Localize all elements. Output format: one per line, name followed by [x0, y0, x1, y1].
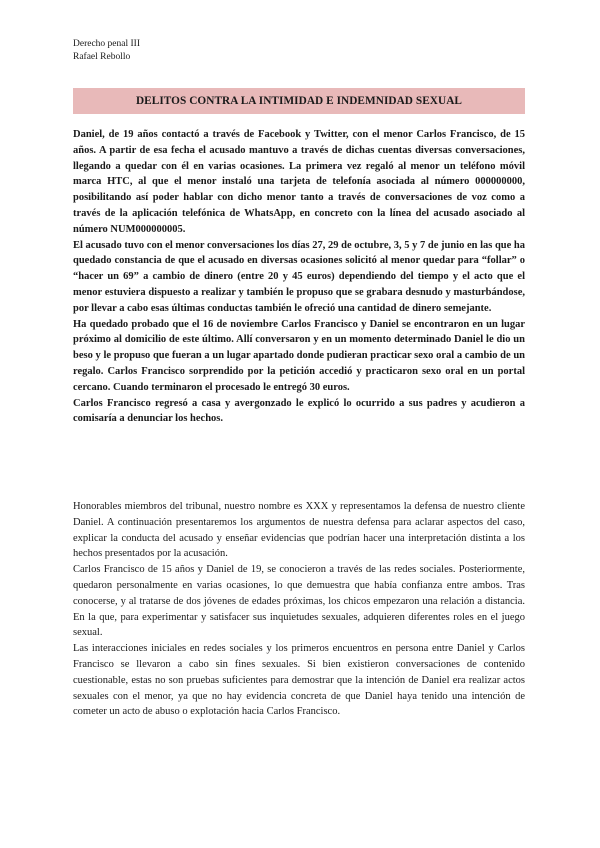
- section-title-banner: [73, 88, 525, 114]
- case-paragraph: Carlos Francisco regresó a casa y avergonzado le explicó lo ocurrido a sus padres y acudieron a comisaría a denunciar los hechos.: [73, 397, 525, 425]
- document-header: [73, 38, 140, 64]
- defense-argument: [73, 499, 525, 720]
- course-name: Derecho penal III: [73, 39, 140, 49]
- section-title: DELITOS CONTRA LA INTIMIDAD E INDEMNIDAD SEXUAL: [135, 95, 463, 107]
- defense-paragraph: Las interacciones iniciales en redes sociales y los primeros encuentros en persona entre Daniel y Carlos Francisco se llevaron a cabo sin fines sexuales. Si bien existieron conversaciones de contenido cuestionable, estas no son pruebas suficientes para demostrar que la intención de Daniel era realizar actos sexuales con el menor, ya que no hay evidencia concreta de que Daniel haya tenido una intención de cometer un acto de abuso o explotación hacia Carlos Francisco.: [73, 643, 525, 718]
- author-name: Rafael Rebollo: [73, 52, 131, 62]
- case-paragraph: Ha quedado probado que el 16 de noviembre Carlos Francisco y Daniel se encontraron en un lugar próximo al domicilio de este último. Allí conversaron y en un momento determinado Daniel le dio un beso y le propuso que fueran a un lugar apartado donde pudieran practicar sexo oral a cambio de un regalo. Carlos Francisco sorprendido por la petición accedió y practicaron sexo oral en un portal cercano. Cuando terminaron el procesado le entregó 30 euros.: [73, 318, 525, 393]
- defense-paragraph: Honorables miembros del tribunal, nuestro nombre es XXX y representamos la defensa de nuestro cliente Daniel. A continuación presentaremos los argumentos de nuestra defensa para aclarar aspectos del caso, explicar la conducta del acusado y enseñar evidencias que podrían hacer una interpretación distinta a los hechos presentados por la acusación.: [73, 501, 525, 560]
- case-paragraph: Daniel, de 19 años contactó a través de Facebook y Twitter, con el menor Carlos Francisco, de 15 años. A partir de esa fecha el acusado mantuvo a través de dichas cuentas diversas conversaciones, llegando a quedar con él en varias ocasiones. La primera vez regaló al menor un teléfono móvil marca HTC, al que el menor instaló una tarjeta de telefonía asociada al número 000000000, posibilitando así poder hablar con dicho menor tanto a través de conversaciones de voz como a través de la aplicación telefónica de WhatsApp, en concreto con la línea del acusado asociado al número NUM000000005.: [73, 129, 525, 235]
- case-paragraph: El acusado tuvo con el menor conversaciones los días 27, 29 de octubre, 3, 5 y 7 de junio en las que ha quedado constancia de que el acusado en diversas ocasiones solicitó al menor quedar para “follar” o “hacer un 69” a cambio de dinero (entre 20 y 45 euros) dependiendo del tiempo y el acto que el menor estuviera dispuesto a realizar y también le propuso que se grabara desnudo y masturbándose, por llevar a cabo esas últimas conductas también le ofreció una cantidad de dinero semejante.: [73, 239, 526, 314]
- defense-paragraph: Carlos Francisco de 15 años y Daniel de 19, se conocieron a través de las redes sociales. Posteriormente, quedaron personalmente en varias ocasiones, lo que demuestra que había confianza entre ambos. Tras conocerse, y al tratarse de dos jóvenes de edades próximas, los chicos empezaron una relación a distancia. En la que, para experimentar y satisfacer sus inquietudes sexuales, adquieren diferentes roles en el juego sexual.: [73, 564, 525, 639]
- case-facts: [73, 127, 525, 427]
